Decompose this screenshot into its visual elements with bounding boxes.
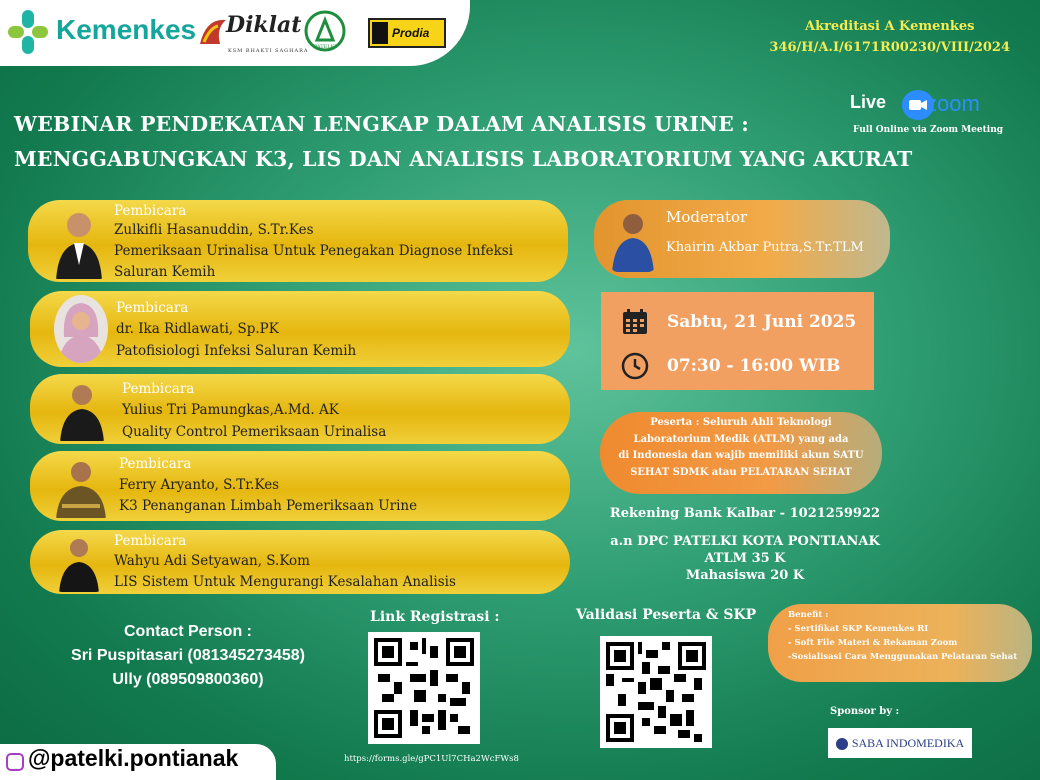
moderator-role: Moderator <box>666 208 748 226</box>
title-line2: MENGGABUNGKAN K3, LIS DAN ANALISIS LABORATORIUM YANG AKURAT <box>14 147 913 171</box>
clock-icon <box>621 352 649 380</box>
validation-label: Validasi Peserta & SKP <box>576 607 757 623</box>
prodia-logo: Prodia <box>368 18 446 48</box>
diklat-logo: Diklat <box>226 12 302 38</box>
speaker-card-5 <box>30 530 570 594</box>
participant-line1: Peserta : Seluruh Ahli Teknologi <box>650 417 832 428</box>
prodia-mark-icon <box>372 22 388 44</box>
speaker-role: Pembicara <box>114 203 187 219</box>
sponsor-name: SABA INDOMEDIKA <box>851 736 965 750</box>
speaker-photo-icon <box>52 454 110 518</box>
saba-mark-icon <box>836 738 848 750</box>
title-line1: WEBINAR PENDEKATAN LENGKAP DALAM ANALISIS URINE : <box>14 112 750 136</box>
sponsor-label: Sponsor by : <box>830 706 900 717</box>
instagram-icon <box>6 753 24 771</box>
speaker-topic-line2: Saluran Kemih <box>114 264 216 280</box>
accreditation <box>769 16 1010 58</box>
kemenkes-logo-icon <box>8 10 48 54</box>
event-time: 07:30 - 16:00 WIB <box>667 356 841 376</box>
speaker-card-2 <box>30 291 570 367</box>
diklat-subtitle: KSM BHAKTI SAGHARA <box>228 48 309 54</box>
participant-line3: di Indonesia dan wajib memiliki akun SATU <box>618 450 864 461</box>
speaker-topic: LIS Sistem Untuk Mengurangi Kesalahan Analisis <box>114 574 456 590</box>
bank-details <box>600 533 890 584</box>
contact-2: Ully (089509800360) <box>112 671 264 688</box>
bird-emblem-icon <box>198 14 228 50</box>
accreditation-line1: Akreditasi A Kemenkes <box>804 19 975 34</box>
speaker-topic: K3 Penanganan Limbah Pemeriksaan Urine <box>119 498 418 514</box>
sponsor-logo <box>828 728 972 758</box>
participant-line2: Laboratorium Medik (ATLM) yang ada <box>633 433 849 445</box>
speaker-name: Zulkifli Hasanuddin, S.Tr.Kes <box>114 222 314 238</box>
speaker-role: Pembicara <box>114 533 187 549</box>
moderator-name: Khairin Akbar Putra,S.Tr.TLM <box>666 240 864 255</box>
speaker-photo-icon <box>56 532 102 592</box>
speaker-card-4 <box>30 451 570 521</box>
page-title <box>14 107 912 177</box>
benefit-2: - Soft File Materi & Rekaman Zoom <box>788 638 958 648</box>
speaker-role: Pembicara <box>119 456 192 472</box>
schedule-box <box>601 292 874 390</box>
participant-info <box>600 412 882 494</box>
benefit-box <box>768 604 1032 682</box>
accreditation-line2: 346/H/A.I/6171R00230/VIII/2024 <box>769 40 1010 55</box>
speaker-role: Pembicara <box>122 381 195 397</box>
speaker-topic: Patofisiologi Infeksi Saluran Kemih <box>116 343 357 359</box>
bank-holder: a.n DPC PATELKI KOTA PONTIANAK <box>610 534 880 549</box>
moderator-card <box>594 200 890 278</box>
contact-title: Contact Person : <box>123 623 252 640</box>
event-date: Sabtu, 21 Juni 2025 <box>667 312 857 332</box>
registration-link[interactable]: https://forms.gle/gPC1Ul7CHa2WcFWs8 <box>344 754 519 764</box>
participant-line4: SEHAT SDMK atau PELATARAN SEHAT <box>630 466 852 478</box>
live-label: Live <box>850 92 887 112</box>
benefit-1: - Sertifikat SKP Kemenkes RI <box>788 624 929 634</box>
speaker-photo-icon <box>52 203 106 279</box>
moderator-photo-icon <box>610 206 656 272</box>
speaker-name: Ferry Aryanto, S.Tr.Kes <box>119 477 280 493</box>
speaker-photo-icon <box>56 377 108 441</box>
speaker-photo-icon <box>54 295 108 363</box>
fee-student: Mahasiswa 20 K <box>685 568 805 583</box>
registration-label: Link Registrasi : <box>370 609 500 625</box>
speaker-name: dr. Ika Ridlawati, Sp.PK <box>116 321 279 337</box>
validation-qr-code[interactable] <box>600 636 712 748</box>
qr-code-icon <box>374 638 474 738</box>
registration-qr-code[interactable] <box>368 632 480 744</box>
zoom-wordmark: zoom <box>926 91 980 116</box>
speaker-card-3 <box>30 374 570 444</box>
bank-account: Rekening Bank Kalbar - 1021259922 <box>609 506 881 521</box>
speaker-name: Wahyu Adi Setyawan, S.Kom <box>114 553 310 569</box>
speaker-card-1 <box>28 200 568 282</box>
speaker-name: Yulius Tri Pamungkas,A.Md. AK <box>122 402 339 418</box>
benefit-3: -Sosialisasi Cara Menggunakan Pelataran Sehat <box>788 652 1018 662</box>
online-note: Full Online via Zoom Meeting <box>853 125 1004 135</box>
qr-code-icon <box>606 642 706 742</box>
kemenkes-wordmark: Kemenkes <box>56 14 197 45</box>
calendar-icon <box>621 308 649 336</box>
contact-person <box>60 620 316 692</box>
speaker-role: Pembicara <box>116 300 189 316</box>
fee-atlm: ATLM 35 K <box>704 551 786 566</box>
benefit-title: Benefit : <box>788 610 829 620</box>
contact-1: Sri Puspitasari (081345273458) <box>71 647 305 664</box>
speaker-topic: Quality Control Pemeriksaan Urinalisa <box>122 424 387 440</box>
speaker-topic: Pemeriksaan Urinalisa Untuk Penegakan Diagnose Infeksi <box>114 243 514 259</box>
instagram-handle[interactable]: @patelki.pontianak <box>28 745 239 771</box>
patelki-label: PATELKI <box>314 44 337 50</box>
